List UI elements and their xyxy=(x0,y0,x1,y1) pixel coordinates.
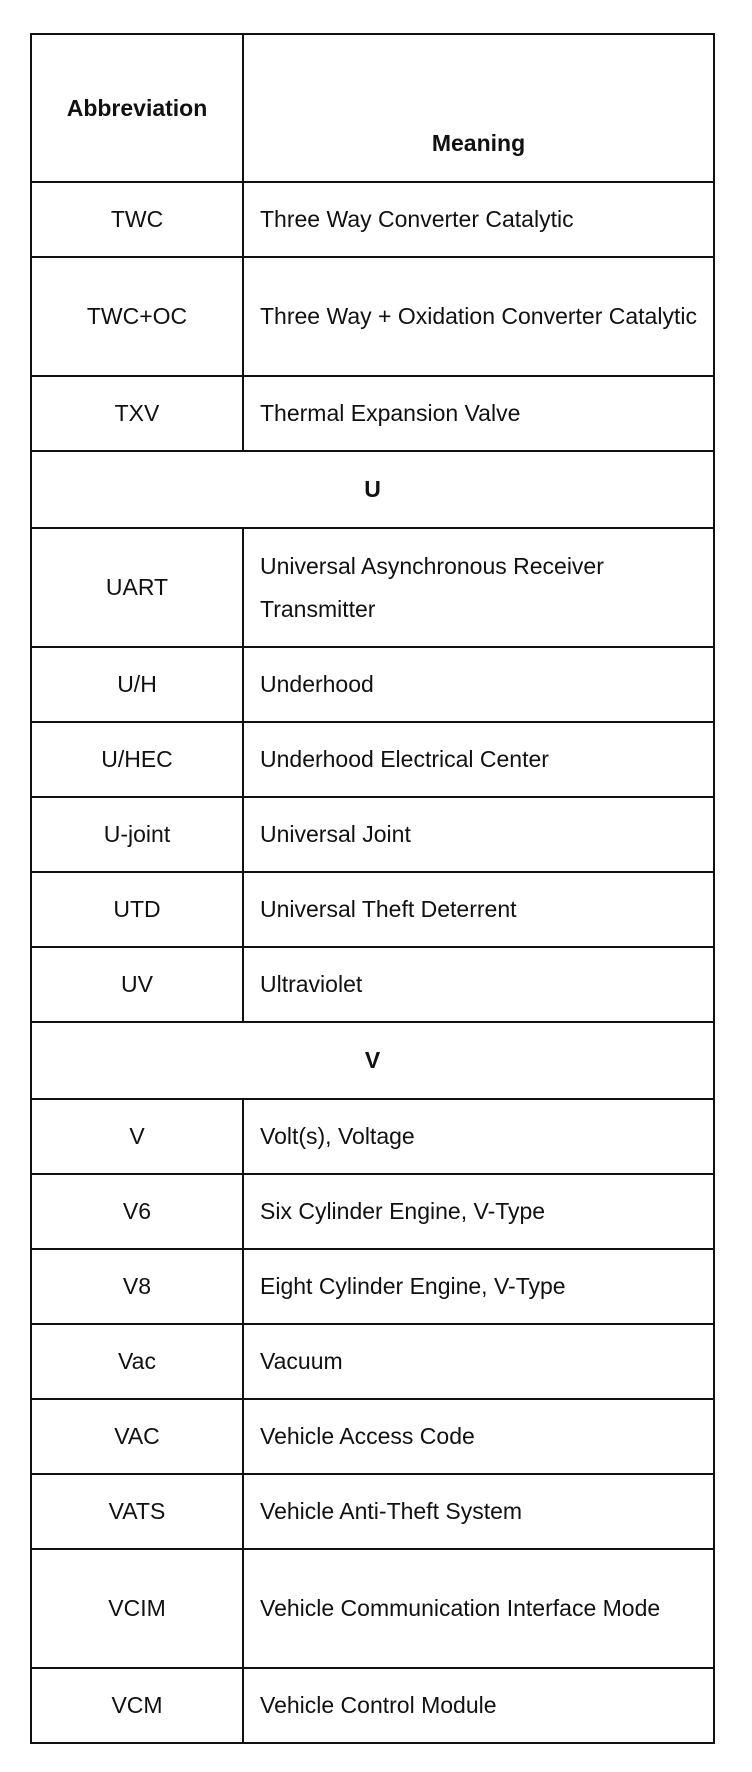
abbreviation-table xyxy=(30,33,715,1744)
table-row xyxy=(31,797,714,872)
table-row xyxy=(31,1549,714,1668)
table-row xyxy=(31,257,714,376)
meaning-cell: Three Way Converter Catalytic xyxy=(243,182,714,257)
table-row xyxy=(31,647,714,722)
meaning-cell: Eight Cylinder Engine, V-Type xyxy=(243,1249,714,1324)
table-body xyxy=(31,182,714,1743)
meaning-cell: Underhood Electrical Center xyxy=(243,722,714,797)
section-letter: V xyxy=(31,1022,714,1099)
meaning-cell: Ultraviolet xyxy=(243,947,714,1022)
meaning-cell: Vehicle Anti-Theft System xyxy=(243,1474,714,1549)
meaning-cell: Vehicle Control Module xyxy=(243,1668,714,1743)
abbreviation-cell: VAC xyxy=(31,1399,243,1474)
abbreviation-cell: Vac xyxy=(31,1324,243,1399)
section-letter: U xyxy=(31,451,714,528)
table-row xyxy=(31,1249,714,1324)
table-row xyxy=(31,872,714,947)
abbreviation-cell: V8 xyxy=(31,1249,243,1324)
table-row xyxy=(31,376,714,451)
table-row xyxy=(31,1399,714,1474)
meaning-cell: Underhood xyxy=(243,647,714,722)
abbreviation-cell: VATS xyxy=(31,1474,243,1549)
abbreviation-cell: UTD xyxy=(31,872,243,947)
section-header-row xyxy=(31,1022,714,1099)
table-row xyxy=(31,947,714,1022)
meaning-cell: Universal Joint xyxy=(243,797,714,872)
abbreviation-cell: U-joint xyxy=(31,797,243,872)
table-row xyxy=(31,1174,714,1249)
abbreviation-cell: UV xyxy=(31,947,243,1022)
meaning-cell: Thermal Expansion Valve xyxy=(243,376,714,451)
abbreviation-cell: TWC+OC xyxy=(31,257,243,376)
abbreviation-cell: V6 xyxy=(31,1174,243,1249)
meaning-cell: Vacuum xyxy=(243,1324,714,1399)
table-row xyxy=(31,1099,714,1174)
table-row xyxy=(31,1474,714,1549)
table-header-row xyxy=(31,34,714,182)
abbreviation-cell: VCM xyxy=(31,1668,243,1743)
abbreviation-cell: TWC xyxy=(31,182,243,257)
meaning-cell: Six Cylinder Engine, V-Type xyxy=(243,1174,714,1249)
meaning-cell: Volt(s), Voltage xyxy=(243,1099,714,1174)
meaning-cell: Universal Theft Deterrent xyxy=(243,872,714,947)
abbreviation-column-header: Abbreviation xyxy=(31,34,243,182)
table-row xyxy=(31,528,714,647)
abbreviation-cell: U/HEC xyxy=(31,722,243,797)
table-row xyxy=(31,182,714,257)
meaning-cell: Vehicle Communication Interface Mode xyxy=(243,1549,714,1668)
abbreviation-cell: VCIM xyxy=(31,1549,243,1668)
abbreviation-cell: V xyxy=(31,1099,243,1174)
meaning-cell: Universal Asynchronous Receiver Transmitter xyxy=(243,528,714,647)
table-row xyxy=(31,1324,714,1399)
section-header-row xyxy=(31,451,714,528)
meaning-cell: Vehicle Access Code xyxy=(243,1399,714,1474)
table-row xyxy=(31,1668,714,1743)
abbreviation-cell: U/H xyxy=(31,647,243,722)
table-row xyxy=(31,722,714,797)
abbreviation-cell: TXV xyxy=(31,376,243,451)
meaning-column-header: Meaning xyxy=(243,34,714,182)
abbreviation-cell: UART xyxy=(31,528,243,647)
meaning-cell: Three Way + Oxidation Converter Catalytic xyxy=(243,257,714,376)
